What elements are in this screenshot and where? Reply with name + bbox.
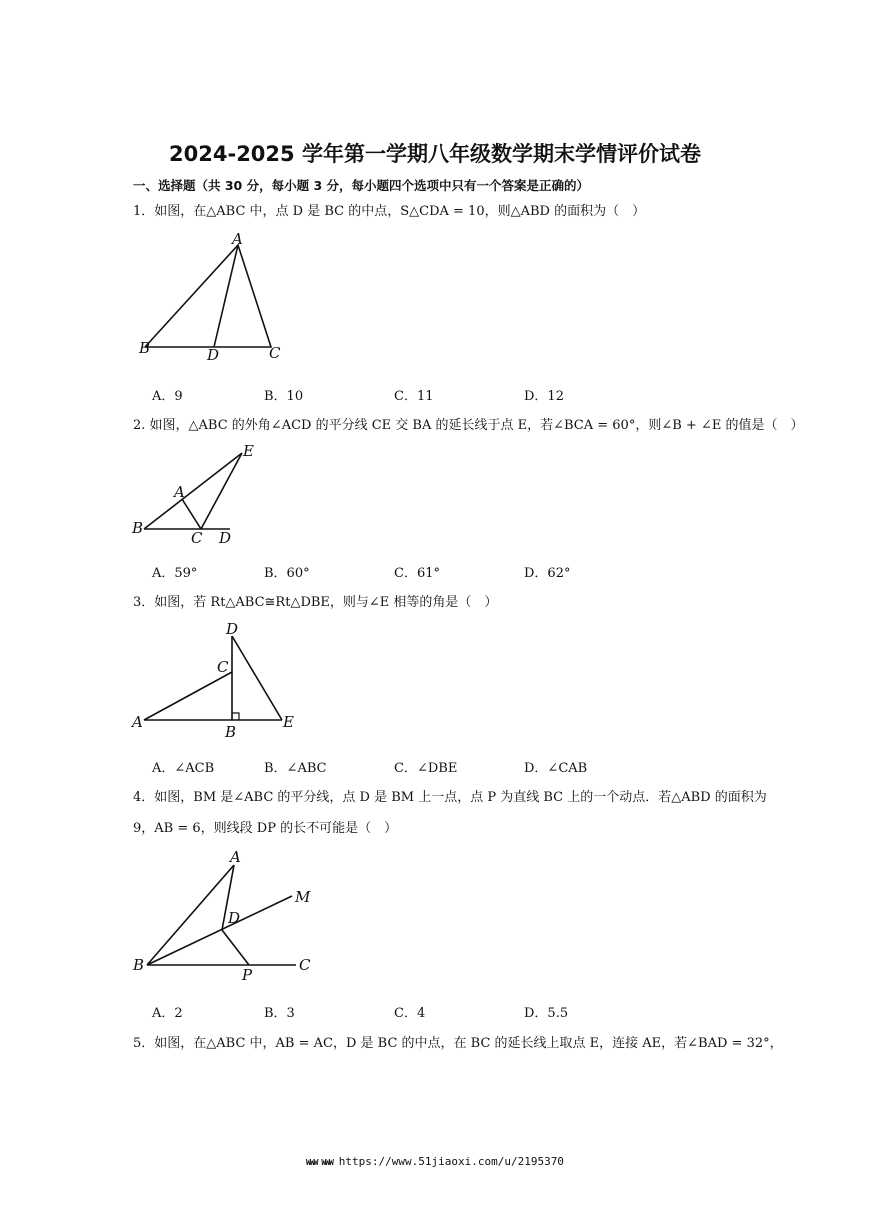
- triangle-abc: [145, 245, 271, 347]
- question-4-option-b: B．3: [264, 1006, 295, 1021]
- label-e: E: [283, 713, 294, 731]
- label-c: C: [269, 344, 281, 362]
- label-b: B: [139, 339, 151, 357]
- label-c: C: [217, 658, 229, 676]
- site-logo: WWW WWW: [306, 1158, 333, 1167]
- label-a: A: [230, 848, 241, 866]
- right-angle-mark: [232, 713, 239, 720]
- question-3-option-d: D．∠CAB: [524, 761, 588, 776]
- question-2-option-a: A．59°: [152, 566, 198, 581]
- question-5-text: 5．如图，在△ABC 中，AB = AC，D 是 BC 的中点，在 BC 的延长线上取点 E，连接 AE，若∠BAD = 32°，: [133, 1036, 783, 1051]
- label-b: B: [133, 956, 145, 974]
- label-m: M: [295, 888, 311, 906]
- question-2-option-c: C．61°: [394, 566, 440, 581]
- question-2-text: 2. 如图，△ABC 的外角∠ACD 的平分线 CE 交 BA 的延长线于点 E，若∠BCA = 60°，则∠B + ∠E 的值是（ ）: [133, 418, 804, 433]
- segment-ce: [201, 453, 242, 529]
- question-3-text: 3．如图，若 Rt△ABC≅Rt△DBE，则与∠E 相等的角是（ ）: [133, 595, 498, 610]
- segment-ba: [147, 865, 234, 965]
- question-3-option-c: C．∠DBE: [394, 761, 458, 776]
- footer: [0, 1155, 870, 1168]
- segment-dp: [222, 930, 249, 965]
- question-1-option-b: B．10: [264, 389, 304, 404]
- question-1-option-c: C．11: [394, 389, 434, 404]
- question-1-option-a: A．9: [152, 389, 183, 404]
- label-c: C: [191, 529, 203, 547]
- question-4-option-c: C．4: [394, 1006, 426, 1021]
- label-e: E: [243, 442, 254, 460]
- footer-url[interactable]: https://www.51jiaoxi.com/u/2195370: [338, 1155, 564, 1168]
- question-4-text-line-2: 9，AB = 6，则线段 DP 的长不可能是（ ）: [133, 821, 398, 836]
- question-1-text: 1．如图，在△ABC 中，点 D 是 BC 的中点，S△CDA = 10，则△ABD 的面积为（ ）: [133, 204, 646, 219]
- label-b: B: [132, 519, 144, 537]
- segment-ad: [214, 245, 238, 347]
- section-heading: 一、选择题（共 30 分，每小题 3 分，每小题四个选项中只有一个答案是正确的）: [133, 178, 590, 193]
- question-4-option-a: A．2: [152, 1006, 183, 1021]
- label-c: C: [299, 956, 311, 974]
- question-4-figure: [130, 846, 320, 986]
- label-d: D: [219, 529, 232, 547]
- label-a: A: [132, 713, 143, 731]
- label-b: B: [225, 723, 237, 741]
- segment-de: [232, 636, 282, 720]
- label-d: D: [207, 346, 220, 364]
- question-3-option-b: B．∠ABC: [264, 761, 327, 776]
- ray-bm: [147, 896, 292, 965]
- label-d: D: [226, 620, 239, 638]
- page-title: 2024-2025 学年第一学期八年级数学期末学情评价试卷: [169, 142, 701, 166]
- label-p: P: [242, 966, 253, 984]
- question-2-option-d: D．62°: [524, 566, 571, 581]
- question-4-option-d: D．5.5: [524, 1006, 569, 1021]
- question-2-option-b: B．60°: [264, 566, 310, 581]
- question-3-figure: [130, 618, 305, 743]
- question-4-text-line-1: 4．如图，BM 是∠ABC 的平分线，点 D 是 BM 上一点，点 P 为直线 BC 上的一个动点．若△ABD 的面积为: [133, 790, 767, 805]
- segment-ac: [144, 672, 232, 720]
- segment-ac: [182, 499, 201, 529]
- label-a: A: [232, 230, 243, 248]
- label-a: A: [174, 483, 185, 501]
- label-d: D: [228, 909, 241, 927]
- question-1-figure: [130, 226, 300, 366]
- question-3-option-a: A．∠ACB: [152, 761, 215, 776]
- question-1-option-d: D．12: [524, 389, 564, 404]
- question-2-figure: [130, 440, 270, 550]
